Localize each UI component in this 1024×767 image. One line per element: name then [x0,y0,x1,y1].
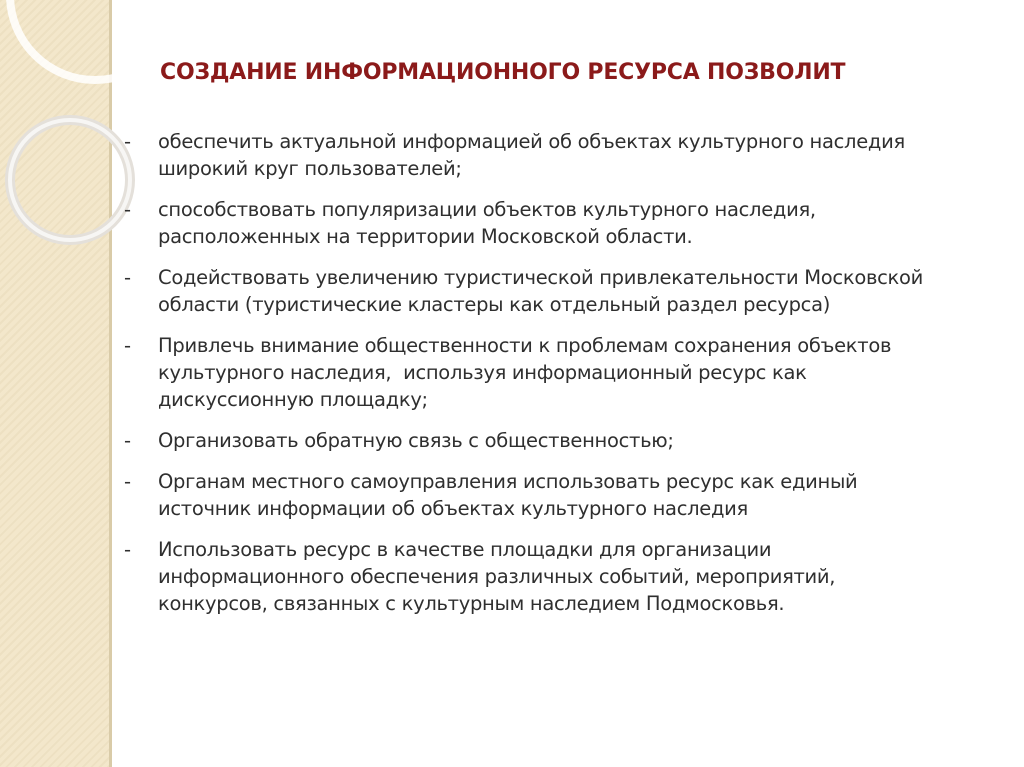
bullet-item [124,264,984,318]
bullet-dash: - [124,538,131,561]
bullet-line: широкий круг пользователей; [158,157,462,180]
bullet-line: дискуссионную площадку; [158,388,428,411]
bullet-dash: - [124,130,131,153]
bullet-dash: - [124,198,131,221]
bullet-line: способствовать популяризации объектов культурного наследия, [158,198,816,221]
bullet-line: конкурсов, связанных с культурным наследием Подмосковья. [158,592,785,615]
bullet-line: Использовать ресурс в качестве площадки для организации [158,538,772,561]
ring-top [10,0,140,80]
bullet-line: Органам местного самоуправления использовать ресурс как единый [158,470,858,493]
slide-title: СОЗДАНИЕ ИНФОРМАЦИОННОГО РЕСУРСА ПОЗВОЛИТ [160,60,846,85]
bullet-line: Организовать обратную связь с общественностью; [158,429,674,452]
bullet-dash: - [124,429,131,452]
bullet-list [124,128,984,631]
ring-middle-inner [10,120,130,240]
bullet-item [124,196,984,250]
decorative-rings-icon [0,0,140,320]
bullet-line: области (туристические кластеры как отдельный раздел ресурса) [158,293,831,316]
bullet-dash: - [124,266,131,289]
bullet-line: Привлечь внимание общественности к проблемам сохранения объектов [158,334,892,357]
bullet-line: расположенных на территории Московской области. [158,225,693,248]
bullet-item [124,332,984,413]
bullet-dash: - [124,334,131,357]
bullet-line: обеспечить актуальной информацией об объектах культурного наследия [158,130,905,153]
bullet-item [124,427,984,454]
bullet-dash: - [124,470,131,493]
bullet-line: источник информации об объектах культурного наследия [158,497,748,520]
bullet-item [124,128,984,182]
bullet-line: культурного наследия, используя информационный ресурс как [158,361,807,384]
bullet-line: Содействовать увеличению туристической привлекательности Московской [158,266,924,289]
bullet-item [124,468,984,522]
bullet-line: информационного обеспечения различных событий, мероприятий, [158,565,836,588]
bullet-item [124,536,984,617]
